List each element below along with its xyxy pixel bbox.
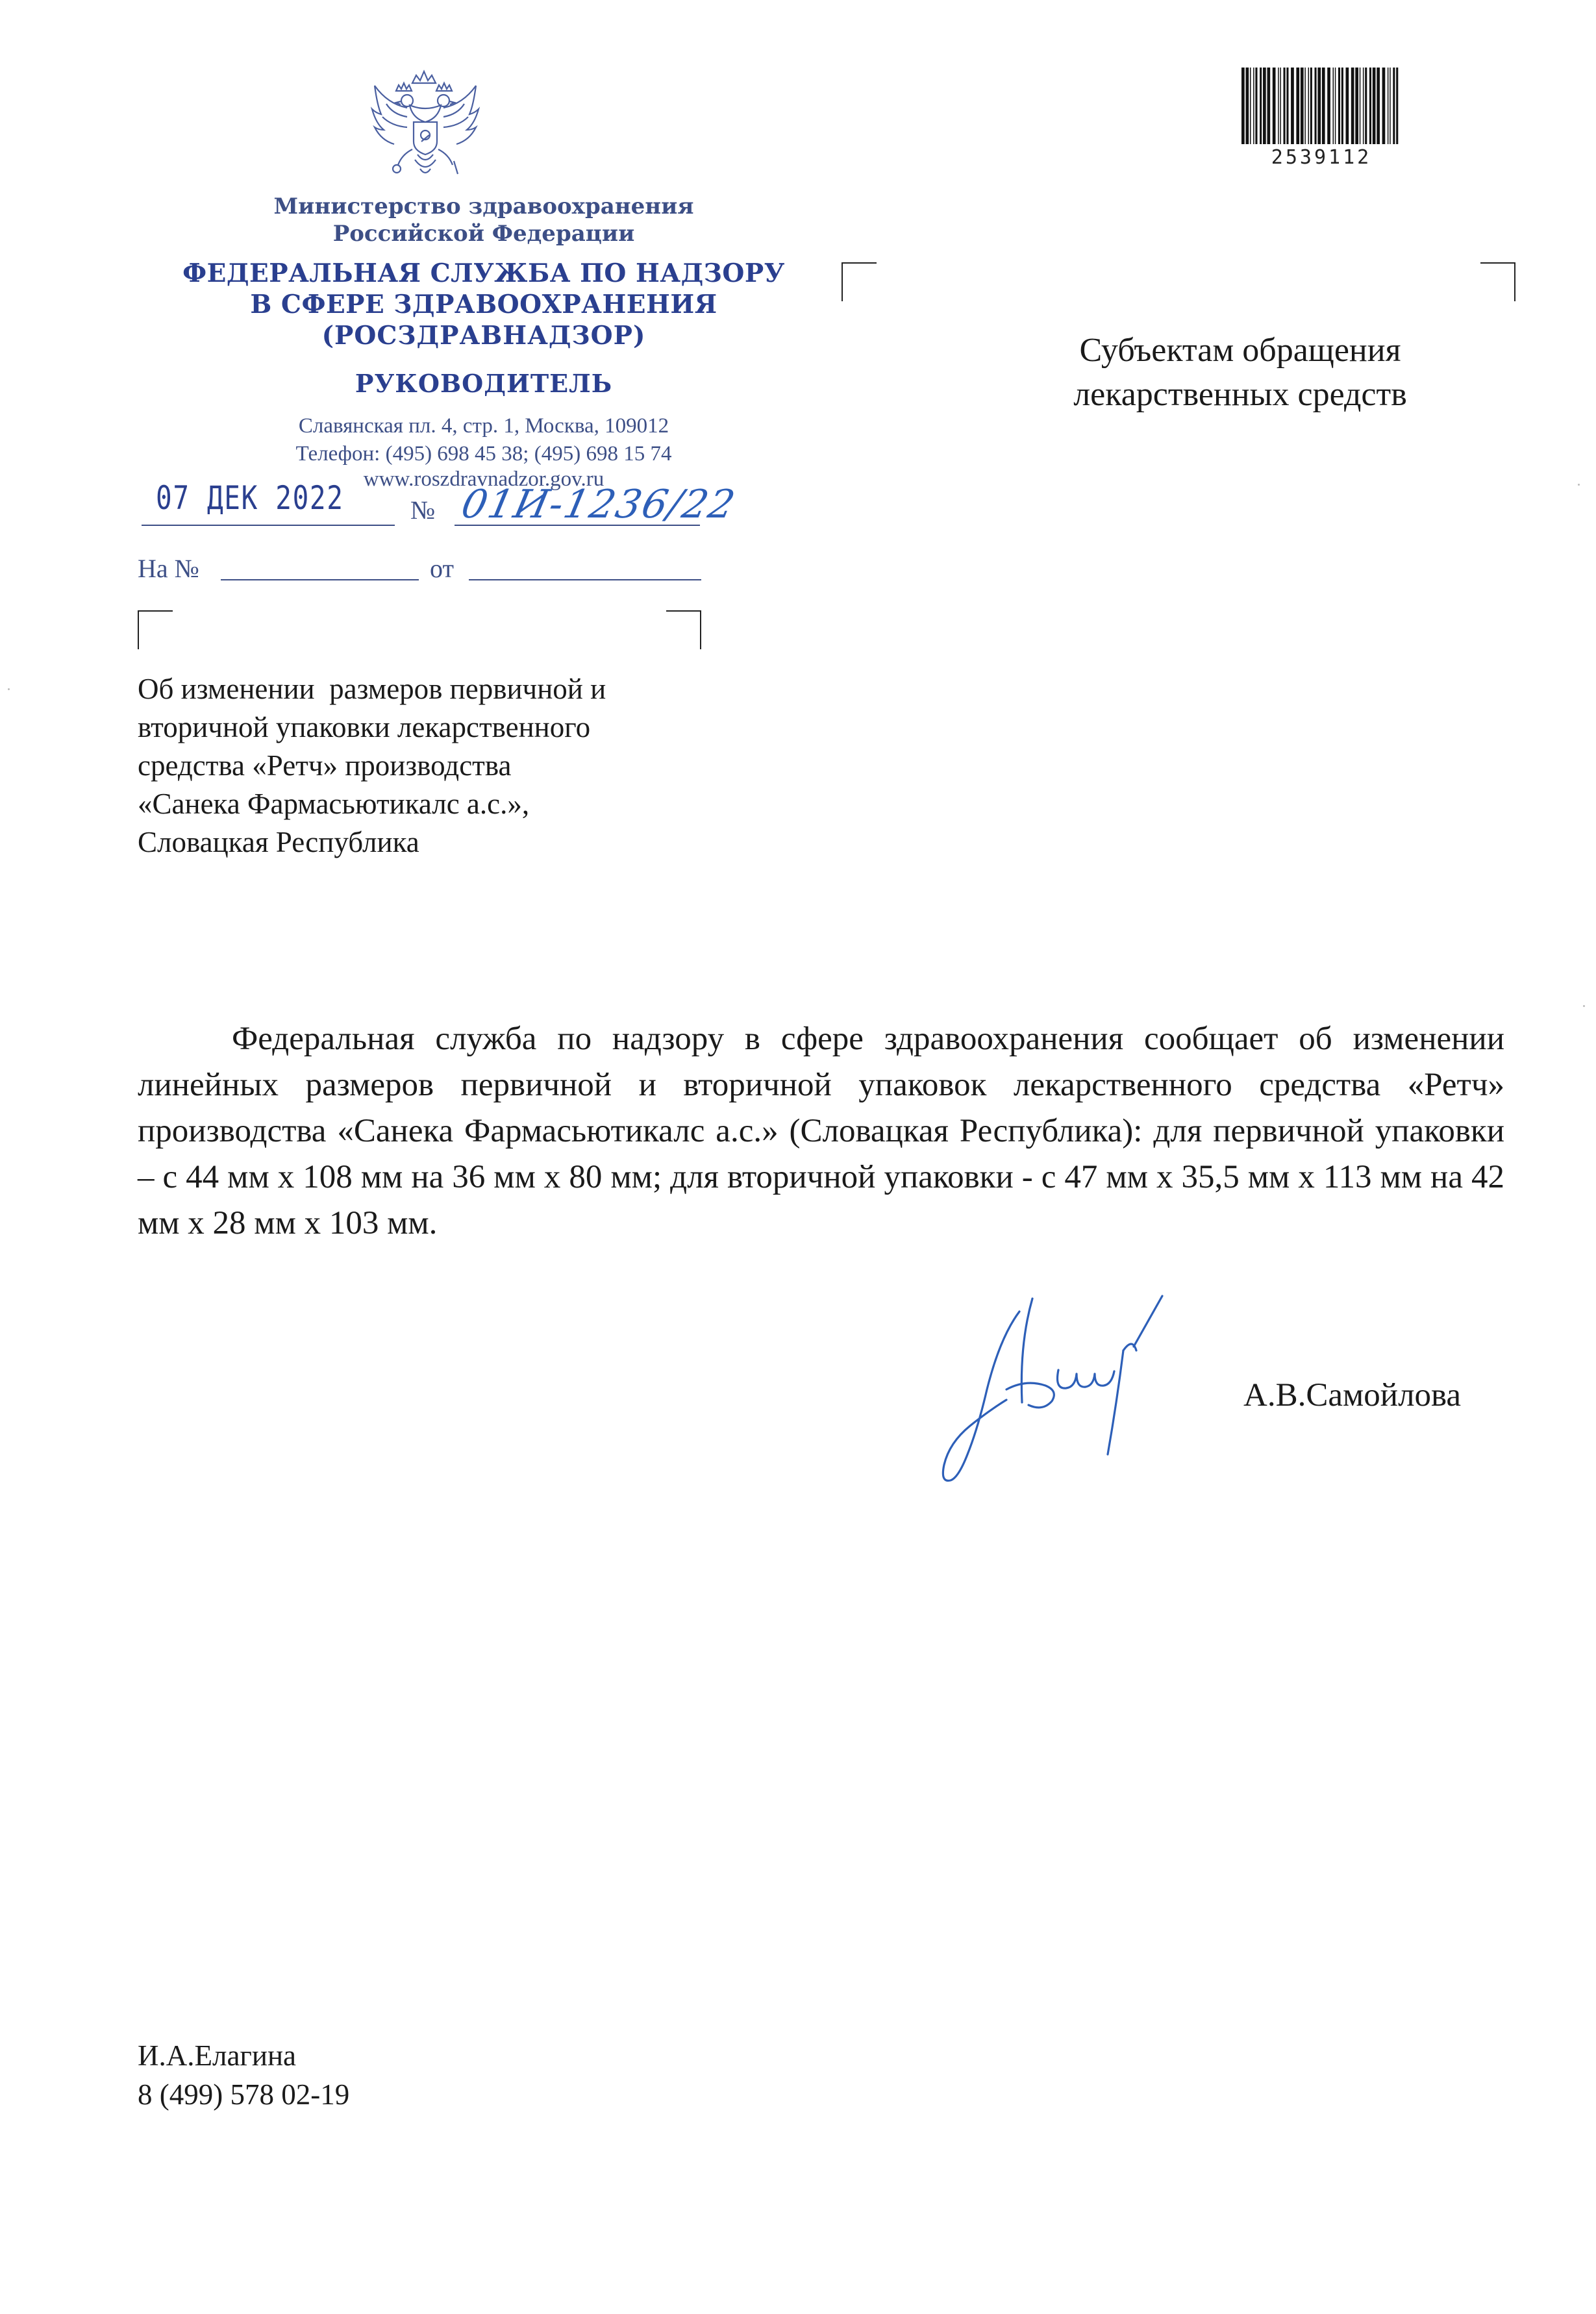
barcode-bar [1322, 68, 1325, 144]
barcode-bar [1388, 68, 1389, 144]
registration-date-stamp: 07 ДЕК 2022 [156, 479, 344, 517]
barcode-bar [1250, 68, 1251, 144]
letterhead-website: www.roszdravnadzor.gov.ru [363, 467, 605, 491]
barcode-bar [1280, 68, 1281, 144]
barcode-bar [1308, 68, 1310, 144]
addressee [974, 329, 1506, 417]
barcode-bar [1246, 68, 1249, 144]
subject-line2: вторичной упаковки лекарственного [138, 711, 591, 743]
barcode-bar [1365, 68, 1367, 144]
number-sign: № [410, 495, 436, 525]
barcode-bar [1304, 68, 1306, 144]
handwritten-signature [929, 1273, 1201, 1506]
barcode-bar [1273, 68, 1276, 144]
barcode-bar [1355, 68, 1358, 144]
barcode-bar [1335, 68, 1336, 144]
barcode-bar [1338, 68, 1340, 144]
reply-to-underline [221, 579, 419, 580]
from-label: от [430, 554, 454, 583]
reply-to-label: На № [138, 554, 199, 583]
service-name-line3: (РОСЗДРАВНАДЗОР) [321, 321, 646, 351]
subject-line3: средства «Ретч» производства [138, 749, 512, 782]
barcode-bar [1333, 68, 1334, 144]
barcode-bar [1341, 68, 1343, 144]
from-underline [469, 579, 701, 580]
barcode-bar [1296, 68, 1299, 144]
addressee-corner-top-left [842, 262, 877, 301]
barcode-bar [1241, 68, 1245, 144]
scan-speck [8, 688, 10, 690]
letterhead-phone: Телефон: (495) 698 45 38; (495) 698 15 74 [295, 442, 672, 466]
subject-line1: Об изменении размеров первичной и [138, 673, 606, 705]
letter-subject [138, 670, 735, 862]
registration-number-handwritten: 01И-1236/22 [457, 482, 740, 527]
service-name-line2: В СФЕРЕ ЗДРАВООХРАНЕНИЯ [250, 290, 717, 319]
letterhead-address: Славянская пл. 4, стр. 1, Москва, 109012 [298, 414, 669, 438]
barcode-bar [1286, 68, 1288, 144]
barcode-bar [1255, 68, 1257, 144]
barcode-bar [1315, 68, 1317, 144]
scan-speck [1578, 484, 1580, 486]
executor-name: И.А.Елагина [138, 2039, 297, 2072]
addressee-corner-top-right [1480, 262, 1515, 301]
barcode-bar [1263, 68, 1266, 144]
addressee-line1: Субъектам обращения [1079, 332, 1401, 369]
addressee-line2: лекарственных средств [1073, 376, 1407, 413]
barcode-bar [1382, 68, 1386, 144]
date-underline [142, 525, 395, 526]
ministry-name-line1: Министерство здравоохранения [273, 193, 694, 219]
barcode-number: 2539112 [1271, 146, 1372, 169]
barcode-bar [1327, 68, 1330, 144]
head-title: РУКОВОДИТЕЛЬ [355, 369, 613, 398]
coat-of-arms-icon [367, 65, 484, 185]
barcode-bar [1351, 68, 1354, 144]
barcode-bar [1390, 68, 1391, 144]
barcode-bar [1301, 68, 1304, 144]
barcode-bar [1291, 68, 1294, 144]
barcode-bar [1369, 68, 1371, 144]
ministry-name-line2: Российской Федерации [332, 221, 635, 247]
barcode-bar [1396, 68, 1398, 144]
barcode-bar [1363, 68, 1364, 144]
barcode-bar [1253, 68, 1254, 144]
barcode-bar [1377, 68, 1380, 144]
barcode-bar [1317, 68, 1321, 144]
scan-speck [1583, 1005, 1585, 1007]
executor-phone: 8 (499) 578 02-19 [138, 2078, 350, 2111]
barcode-bar [1373, 68, 1376, 144]
signer-name: А.В.Самойлова [1243, 1377, 1462, 1413]
service-name-line1: ФЕДЕРАЛЬНАЯ СЛУЖБА ПО НАДЗОРУ [182, 258, 785, 288]
barcode-bar [1284, 68, 1286, 144]
subject-corner-top-left [138, 610, 173, 649]
barcode-bar [1278, 68, 1279, 144]
barcode-bar [1360, 68, 1361, 144]
barcode-bar [1310, 68, 1312, 144]
barcode-bar [1393, 68, 1395, 144]
subject-corner-top-right [666, 610, 701, 649]
barcode-bar [1346, 68, 1349, 144]
subject-line5: Словацкая Республика [138, 826, 419, 858]
letter-body: Федеральная служба по надзору в сфере здравоохранения сообщает об изменении линейных размеров первичной и вторичной упаковок лекарственного средства «Ретч» производства «Санека Фармасьютикалс а.с.» (Словацкая Республика): для первичной упаковки – с 44 мм х 108 мм на 36 мм х 80 мм; для вторичной упаковки - с 47 мм х 35,5 мм х 113 мм на 42 мм х 28 мм х 103 мм. [138, 1021, 1504, 1241]
barcode-bar [1267, 68, 1271, 144]
barcode-bar [1260, 68, 1262, 144]
subject-line4: «Санека Фармасьютикалс а.с.», [138, 788, 530, 820]
barcode-icon [1240, 68, 1403, 144]
